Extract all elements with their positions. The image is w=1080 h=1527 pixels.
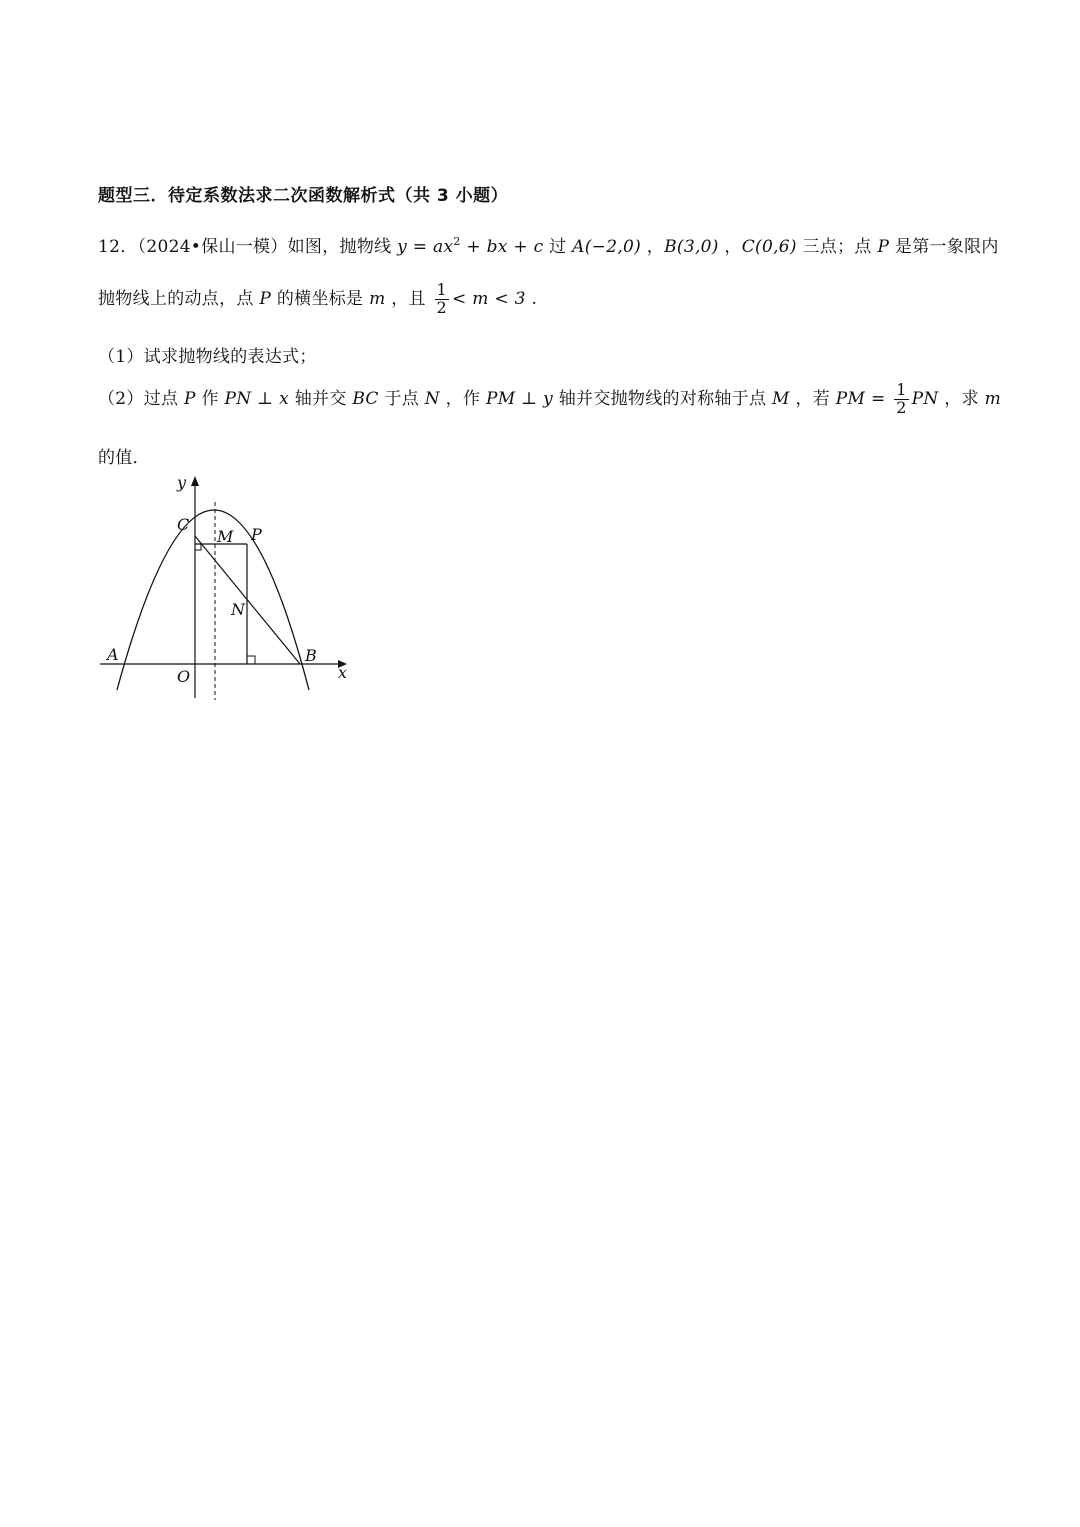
point-c: C(0,6) bbox=[741, 237, 797, 257]
text-after-points: 三点；点 bbox=[796, 237, 878, 257]
part2-a: （2）过点 bbox=[98, 388, 185, 409]
part2-e: 于点 bbox=[378, 388, 425, 409]
label-o: O bbox=[177, 667, 191, 686]
part2-n: N bbox=[424, 388, 440, 409]
part2-y: y bbox=[543, 388, 554, 409]
label-x: x bbox=[338, 663, 348, 682]
part2-bc: BC bbox=[352, 388, 379, 409]
part-2-line-2: 的值． bbox=[98, 448, 150, 468]
line2-p: P bbox=[259, 288, 272, 309]
fraction-denominator: 2 bbox=[436, 297, 447, 317]
part2-pm: PM bbox=[485, 388, 516, 409]
right-angle-mark-bottom bbox=[247, 656, 255, 664]
part2-j: ，求 bbox=[938, 388, 985, 409]
equation-exponent: 2 bbox=[453, 235, 461, 248]
line2-text: 抛物线上的动点，点 bbox=[98, 288, 260, 309]
point-a: A(−2,0) bbox=[572, 237, 642, 257]
part2-p: P bbox=[184, 388, 196, 409]
label-b: B bbox=[305, 646, 317, 665]
fraction-numerator: 1 bbox=[436, 280, 447, 299]
part2-m: M bbox=[772, 388, 790, 409]
label-c: C bbox=[177, 515, 190, 534]
part2-mvar: m bbox=[984, 388, 1002, 409]
right-angle-mark-top bbox=[195, 544, 201, 550]
part-1: （1）试求抛物线的表达式； bbox=[98, 347, 317, 367]
line2-inequality: < m < 3 bbox=[452, 288, 526, 309]
part2-b: 作 bbox=[195, 388, 225, 409]
separator-1: ， bbox=[641, 237, 665, 257]
part2-eq: = bbox=[865, 388, 892, 409]
part2-fraction-numerator: 1 bbox=[896, 380, 907, 399]
label-n: N bbox=[231, 600, 245, 619]
part2-pm2: PM bbox=[835, 388, 866, 409]
problem-line-2 bbox=[98, 282, 537, 317]
part2-c: ⊥ bbox=[251, 388, 280, 409]
text-first-quadrant: 是第一象限内 bbox=[889, 237, 999, 257]
separator-2: ， bbox=[718, 237, 742, 257]
part2-g: ⊥ bbox=[515, 388, 544, 409]
label-p: P bbox=[251, 525, 262, 544]
y-axis-arrow bbox=[191, 476, 199, 486]
label-y: y bbox=[177, 473, 187, 492]
part2-pn2: PN bbox=[911, 388, 939, 409]
line2-mid: 的横坐标是 bbox=[271, 288, 370, 309]
label-m: M bbox=[217, 527, 234, 546]
section-title: 题型三．待定系数法求二次函数解析式（共 3 小题） bbox=[98, 186, 509, 206]
problem-number: 12． bbox=[98, 237, 138, 257]
point-b: B(3,0) bbox=[664, 237, 719, 257]
part2-i: ，若 bbox=[789, 388, 836, 409]
part2-pn: PN bbox=[224, 388, 252, 409]
part2-f: ，作 bbox=[439, 388, 486, 409]
part2-fraction-denominator: 2 bbox=[896, 397, 907, 417]
part2-h: 轴并交抛物线的对称轴于点 bbox=[553, 388, 773, 409]
equation-rhs: + bx + c bbox=[460, 237, 544, 257]
var-p: P bbox=[877, 237, 890, 257]
parabola-curve bbox=[117, 510, 309, 690]
problem-source: （2024•保山一模）如图，抛物线 bbox=[137, 237, 392, 257]
line2-and: ，且 bbox=[385, 288, 432, 309]
text-pass: 过 bbox=[543, 237, 573, 257]
fraction-half bbox=[435, 282, 449, 317]
line2-end: . bbox=[525, 288, 538, 309]
part2-x: x bbox=[279, 388, 290, 409]
equation-lhs: y = ax bbox=[397, 237, 454, 257]
line2-m: m bbox=[369, 288, 386, 309]
label-a: A bbox=[107, 645, 119, 664]
part-2-line-1 bbox=[98, 382, 1001, 417]
parabola-figure bbox=[95, 470, 360, 705]
part2-fraction bbox=[894, 382, 908, 417]
problem-line-1 bbox=[98, 232, 999, 257]
part2-d: 轴并交 bbox=[289, 388, 353, 409]
